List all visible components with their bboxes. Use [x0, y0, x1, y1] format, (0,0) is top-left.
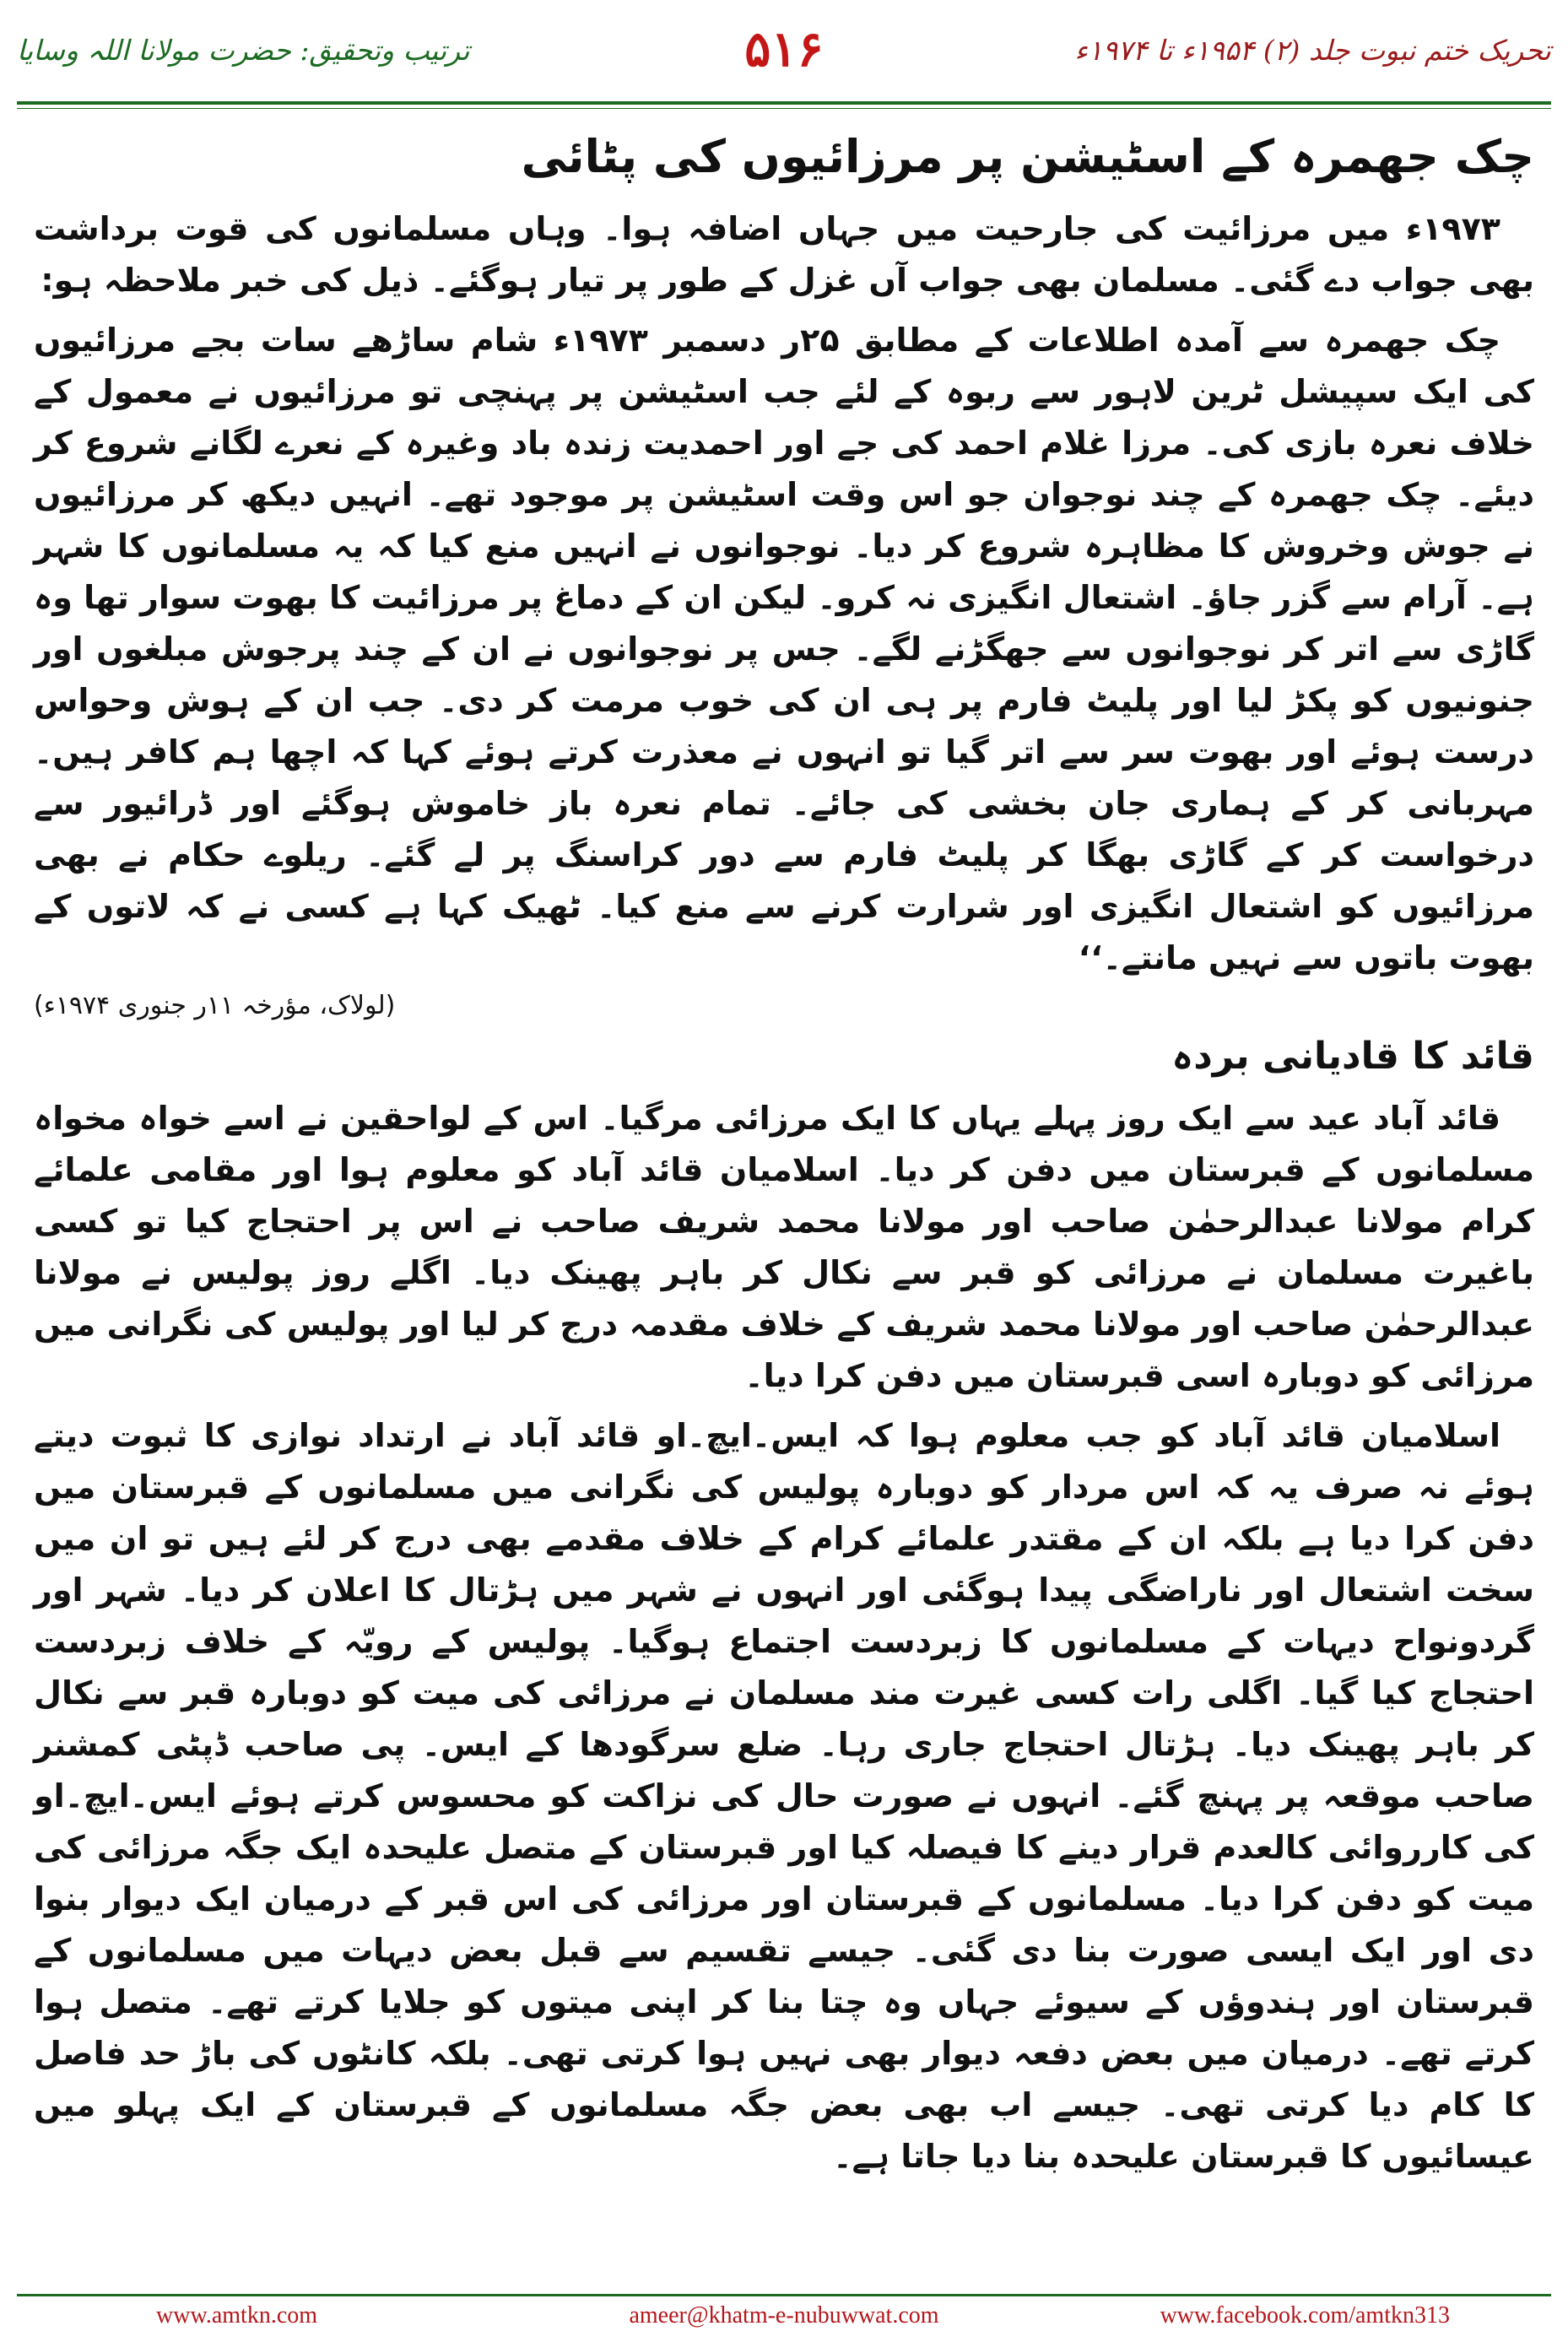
- section1-paragraph-2: چک جھمرہ سے آمدہ اطلاعات کے مطابق ۲۵ر دسمبر ۱۹۷۳ء شام ساڑھے سات بجے مرزائیوں کی ایک سپیشل ٹرین لاہور سے ربوہ کے لئے جب اسٹیشن پر پہنچی تو مرزائیوں نے معمول کے خلاف نعرہ بازی کی۔ مرزا غلام احمد کی جے اور احمدیت زندہ باد وغیرہ کے نعرے لگانے شروع کر دیئے۔ چک جھمرہ کے چند نوجوان جو اس وقت اسٹیشن پر موجود تھے۔ انہیں دیکھ کر مرزائیوں نے جوش وخروش کا مظاہرہ شروع کر دیا۔ نوجوانوں نے انہیں منع کیا کہ یہ مسلمانوں کا شہر ہے۔ آرام سے گزر جاؤ۔ اشتعال انگیزی نہ کرو۔ لیکن ان کے دماغ پر مرزائیت کا بھوت سوار تھا وہ گاڑی سے اتر کر نوجوانوں سے جھگڑنے لگے۔ جس پر نوجوانوں نے ان کے چند پرجوش مبلغوں اور جنونیوں کو پکڑ لیا اور پلیٹ فارم پر ہی ان کی خوب مرمت کر دی۔ جب ان کے ہوش وحواس درست ہوئے اور بھوت سر سے اتر گیا تو انہوں نے معذرت کرتے ہوئے کہا کہ اچھا ہم کافر ہیں۔ مہربانی کر کے ہماری جان بخشی کی جائے۔ تمام نعرہ باز خاموش ہوگئے اور ڈرائیور سے درخواست کر کے گاڑی بھگا کر پلیٹ فارم سے دور کراسنگ پر لے گئے۔ ریلوے حکام نے بھی مرزائیوں کو اشتعال انگیزی اور شرارت کرنے سے منع کیا۔ ٹھیک کہا ہے کسی نے کہ لاتوں کے بھوت باتوں سے نہیں مانتے۔‘‘: [34, 321, 1534, 976]
- footer-email-link[interactable]: ameer@khatm-e-nubuwwat.com: [629, 2302, 939, 2328]
- section2-heading: قائد کا قادیانی بردہ: [1171, 1034, 1534, 1078]
- header-compiler: ترتیب وتحقیق: حضرت مولانا اللہ وسایا: [17, 34, 470, 67]
- section2-paragraph-1: قائد آباد عید سے ایک روز پہلے یہاں کا ایک مرزائی مرگیا۔ اس کے لواحقین نے اسے خواہ مخواہ مسلمانوں کے قبرستان میں دفن کر دیا۔ اسلامیان قائد آباد کو معلوم ہوا اور مقامی علمائے کرام مولانا عبدالرحمٰن صاحب اور مولانا محمد شریف صاحب نے اس پر احتجاج کیا تو کسی باغیرت مسلمان نے مرزائی کو قبر سے نکال کر باہر پھینک دیا۔ اگلے روز پولیس نے مولانا عبدالرحمٰن صاحب اور مولانا محمد شریف کے خلاف مقدمہ درج کر لیا اور پولیس کی نگرانی میں مرزائی کو دوبارہ اسی قبرستان میں دفن کرا دیا۔: [34, 1100, 1534, 1395]
- header-divider: [17, 101, 1551, 105]
- page-number: ۵۱۶: [744, 20, 824, 78]
- header-book-title: تحریک ختم نبوت جلد (۲) ۱۹۵۴ء تا ۱۹۷۴ء: [1074, 34, 1551, 67]
- page-content: [34, 127, 1534, 2241]
- section1-heading: چک جھمرہ کے اسٹیشن پر مرزائیوں کی پٹائی: [521, 130, 1534, 183]
- header-divider-thin: [17, 108, 1551, 109]
- section2-paragraph-2: اسلامیان قائد آباد کو جب معلوم ہوا کہ ایس۔ایچ۔او قائد آباد نے ارتداد نوازی کا ثبوت دیتے ہوئے نہ صرف یہ کہ اس مردار کو دوبارہ پولیس کی نگرانی میں مسلمانوں کے قبرستان میں دفن کرا دیا ہے بلکہ ان کے مقتدر علمائے کرام کے خلاف مقدمے بھی درج کر لئے ہیں تو ان میں سخت اشتعال اور ناراضگی پیدا ہوگئی اور انہوں نے شہر میں ہڑتال کا اعلان کر دیا۔ شہر اور گردونواح دیہات کے مسلمانوں کا زبردست اجتماع ہوگیا۔ پولیس کے رویّہ کے خلاف زبردست احتجاج کیا گیا۔ اگلی رات کسی غیرت مند مسلمان نے مرزائی کی میت کو دوبارہ قبر سے نکال کر باہر پھینک دیا۔ ہڑتال احتجاج جاری رہا۔ ضلع سرگودھا کے ایس۔ پی صاحب ڈپٹی کمشنر صاحب موقعہ پر پہنچ گئے۔ انہوں نے صورت حال کی نزاکت کو محسوس کرتے ہوئے ایس۔ایچ۔او کی کارروائی کالعدم قرار دینے کا فیصلہ کیا اور قبرستان کے متصل علیحدہ ایک جگہ مرزائی کی میت کو دفن کرا دیا۔ مسلمانوں کے قبرستان اور مرزائی کی اس قبر کے درمیان ایک دیوار بنوا دی اور ایک ایسی صورت بنا دی گئی۔ جیسے تقسیم سے قبل بعض دیہات میں مسلمانوں کے قبرستان اور ہندوؤں کے سیوئے جہاں وہ چتا بنا کر اپنی میتوں کو جلایا کرتے تھے۔ متصل ہوا کرتے تھے۔ درمیان میں بعض دفعہ دیوار بھی نہیں ہوا کرتی تھی۔ بلکہ کانٹوں کی باڑ حد فاصل کا کام دیا کرتی تھی۔ جیسے اب بھی بعض جگہ مسلمانوں کے قبرستان کے ایک پہلو میں عیسائیوں کا قبرستان علیحدہ بنا دیا جاتا ہے۔: [34, 1417, 1534, 2176]
- section1-citation: (لولاک، مؤرخہ ۱۱ر جنوری ۱۹۷۴ء): [34, 990, 396, 1020]
- footer-divider: [17, 2294, 1551, 2296]
- section1-paragraph-1: ۱۹۷۳ء میں مرزائیت کی جارحیت میں جہاں اضافہ ہوا۔ وہاں مسلمانوں کی قوت برداشت بھی جواب دے گئی۔ مسلمان بھی جواب آں غزل کے طور پر تیار ہوگئے۔ ذیل کی خبر ملاحظہ ہو:: [34, 209, 1534, 299]
- footer-website-link[interactable]: www.amtkn.com: [156, 2302, 318, 2328]
- footer-facebook-link[interactable]: www.facebook.com/amtkn313: [1160, 2302, 1450, 2328]
- page-footer: [34, 2302, 1534, 2336]
- page-header: [17, 8, 1551, 110]
